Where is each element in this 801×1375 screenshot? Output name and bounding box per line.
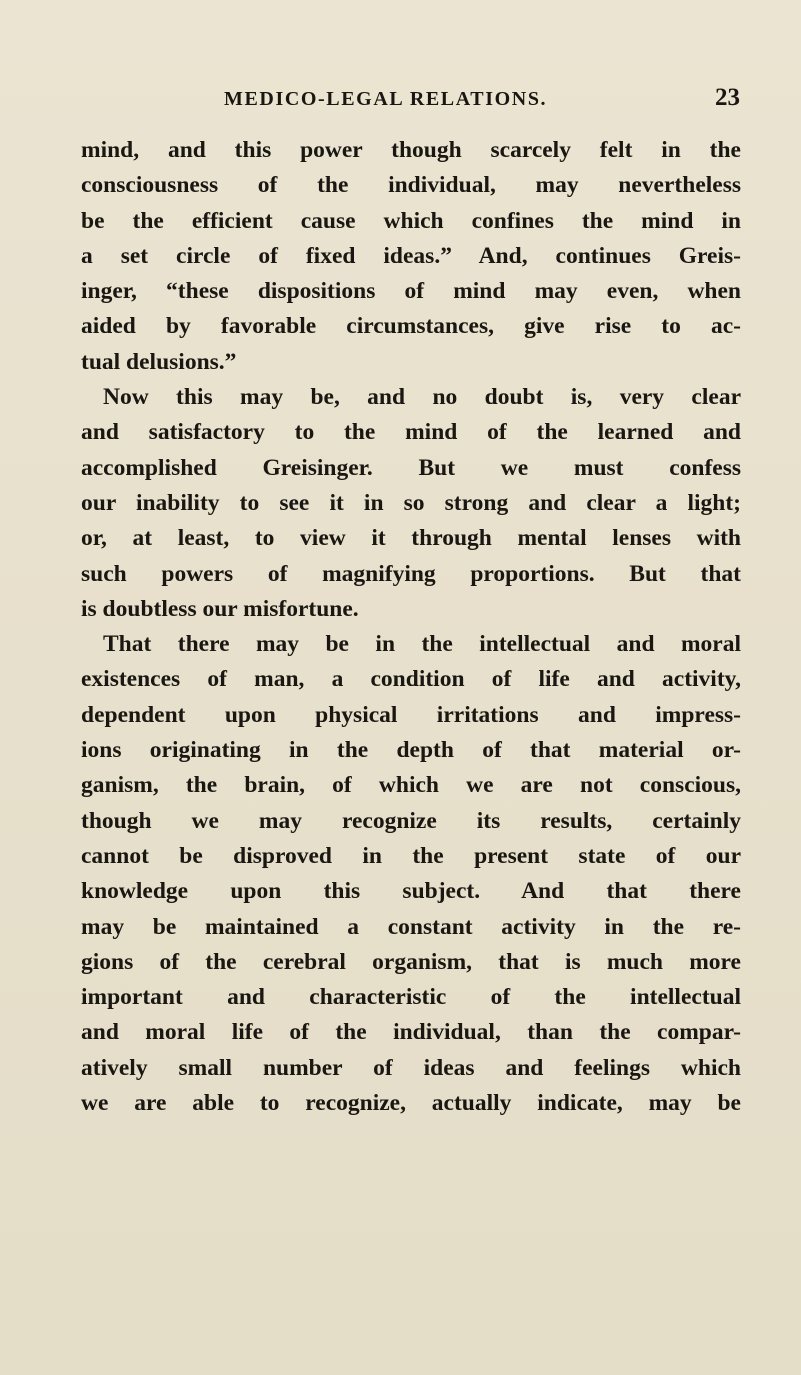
text-line: mind, and this power though scarcely felt in the bbox=[81, 137, 741, 163]
text-line: existences of man, a condition of life and activity, bbox=[81, 666, 741, 693]
text-line: gions of the cerebral organism, that is much more bbox=[81, 948, 741, 975]
running-head bbox=[130, 84, 740, 118]
text-line: is doubtless our misfortune. bbox=[81, 595, 359, 622]
text-line: be the efficient cause which confines the mind in bbox=[81, 207, 741, 234]
text-line: though we may recognize its results, certainly bbox=[81, 807, 741, 834]
text-line: tual delusions.” bbox=[81, 348, 237, 375]
text-line: knowledge upon this subject. And that there bbox=[81, 878, 741, 905]
text-line: Now this may be, and no doubt is, very clear bbox=[103, 384, 741, 411]
text-line: and satisfactory to the mind of the learned and bbox=[81, 419, 741, 446]
text-line: aided by favorable circumstances, give rise to ac- bbox=[81, 313, 741, 340]
text-line: and moral life of the individual, than the compar- bbox=[81, 1019, 741, 1046]
text-line: ions originating in the depth of that material or- bbox=[81, 737, 741, 764]
text-line: or, at least, to view it through mental lenses with bbox=[81, 525, 741, 552]
page-number: 23 bbox=[715, 84, 740, 111]
text-line: a set circle of fixed ideas.” And, continues Greis- bbox=[81, 242, 741, 269]
body-text bbox=[81, 133, 741, 1121]
text-line: inger, “these dispositions of mind may even, when bbox=[81, 278, 741, 305]
text-line: atively small number of ideas and feelings which bbox=[81, 1054, 741, 1081]
text-line: cannot be disproved in the present state of our bbox=[81, 842, 741, 869]
text-line: accomplished Greisinger. But we must confess bbox=[81, 454, 741, 481]
text-line: such powers of magnifying proportions. But that bbox=[81, 560, 741, 587]
text-line: may be maintained a constant activity in the re- bbox=[81, 913, 741, 940]
text-line: That there may be in the intellectual and moral bbox=[103, 631, 741, 658]
text-line: our inability to see it in so strong and clear a light; bbox=[81, 489, 741, 516]
text-line: important and characteristic of the intellectual bbox=[81, 984, 741, 1011]
text-line: we are able to recognize, actually indicate, may be bbox=[81, 1090, 741, 1117]
text-line: consciousness of the individual, may nevertheless bbox=[81, 172, 741, 199]
running-head-title: MEDICO-LEGAL RELATIONS. bbox=[224, 88, 548, 110]
text-line: ganism, the brain, of which we are not conscious, bbox=[81, 772, 741, 799]
text-line: dependent upon physical irritations and impress- bbox=[81, 701, 741, 728]
